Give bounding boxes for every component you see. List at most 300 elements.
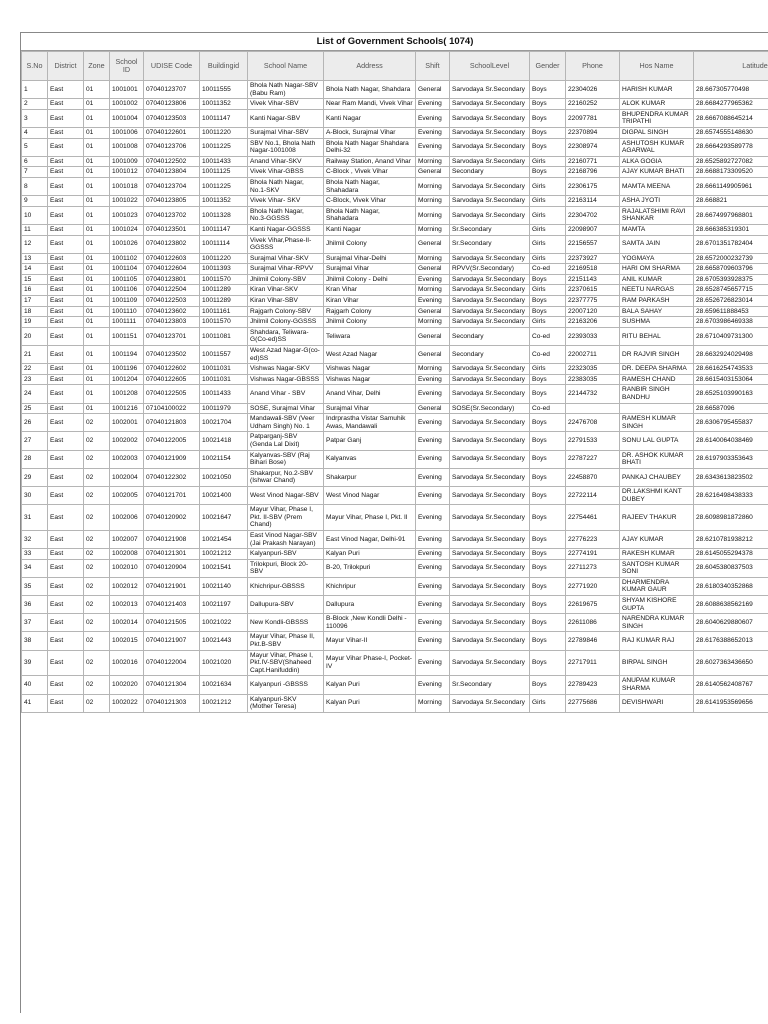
table-cell: Boys (530, 432, 566, 450)
table-cell: East (48, 317, 84, 328)
table-cell: 28.6141953569656 (694, 694, 768, 712)
table-row (22, 327, 768, 345)
table-cell: 07040123502 (144, 346, 200, 364)
table-cell: 28.6176388652013 (694, 632, 768, 650)
table-cell: Evening (416, 530, 450, 548)
table-cell: 28.6664293589778 (694, 138, 768, 156)
table-cell: 12 (22, 235, 48, 253)
table-cell: Shakarpur (324, 468, 416, 486)
table-cell: Surajmal Vihar-SKV (248, 253, 324, 264)
table-cell: 23 (22, 374, 48, 385)
table-row (22, 285, 768, 296)
table-cell: 22168796 (566, 167, 620, 178)
table-row (22, 432, 768, 450)
table-cell: 22163114 (566, 196, 620, 207)
table-cell: West Vinod Nagar-SBV (248, 486, 324, 504)
document-title: List of Government Schools( 1074) (21, 33, 768, 51)
table-cell: 1001151 (110, 327, 144, 345)
table-cell: Sarvodaya Sr.Secondary (450, 468, 530, 486)
table-row (22, 224, 768, 235)
table-cell: 07040122004 (144, 650, 200, 676)
table-cell: 28.6661149905961 (694, 177, 768, 195)
table-cell: Morning (416, 224, 450, 235)
table-cell: Bhola Nath Nagar, Shahadara (324, 206, 416, 224)
table-cell: Girls (530, 253, 566, 264)
table-cell: New Kondli-GBSSS (248, 614, 324, 632)
table-header-row (22, 52, 768, 81)
table-cell: 07040122502 (144, 156, 200, 167)
table-cell: Railway Station, Anand Vihar (324, 156, 416, 167)
table-cell: 11 (22, 224, 48, 235)
table-cell: 27 (22, 432, 48, 450)
table-cell: 01 (84, 306, 110, 317)
table-cell: C-Block , Vivek Vihar (324, 167, 416, 178)
table-cell: 07040121901 (144, 577, 200, 595)
table-cell: 1002015 (110, 632, 144, 650)
table-cell: Boys (530, 650, 566, 676)
table-cell: RAJ KUMAR RAJ (620, 632, 694, 650)
table-row (22, 206, 768, 224)
table-cell: Kalyanpuri-SBV (248, 549, 324, 560)
table-cell: YOGMAYA (620, 253, 694, 264)
table-cell: Evening (416, 127, 450, 138)
table-cell: Girls (530, 156, 566, 167)
table-cell: 10021443 (200, 632, 248, 650)
table-cell: Vivek Vihar,Phase-II-GGSSS (248, 235, 324, 253)
table-cell: 07040120902 (144, 505, 200, 531)
table-cell: 10021020 (200, 650, 248, 676)
table-cell: 02 (84, 486, 110, 504)
table-cell: 1 (22, 81, 48, 99)
table-cell: 10021197 (200, 596, 248, 614)
table-cell: 15 (22, 274, 48, 285)
table-cell: 02 (84, 414, 110, 432)
table-cell: Evening (416, 577, 450, 595)
table-cell: 22393033 (566, 327, 620, 345)
table-cell: Mayur Vihar Phase-I, Pocket-IV (324, 650, 416, 676)
table-cell: East (48, 127, 84, 138)
table-cell: 28.6705393928375 (694, 274, 768, 285)
table-cell: East (48, 374, 84, 385)
table-cell: 1001109 (110, 296, 144, 307)
table-cell: 22377775 (566, 296, 620, 307)
table-cell: Kanti Nagar-GGSSS (248, 224, 324, 235)
table-cell: 02 (84, 530, 110, 548)
table-cell: 22789423 (566, 676, 620, 694)
table-cell: 22323035 (566, 364, 620, 375)
table-cell: East (48, 285, 84, 296)
table-cell: 22619675 (566, 596, 620, 614)
table-cell: Bhola Nath Nagar-SBV (Babu Ram) (248, 81, 324, 99)
table-cell: 07040123801 (144, 274, 200, 285)
table-cell: Boys (530, 676, 566, 694)
table-cell: Secondary (450, 167, 530, 178)
table-cell: 10011393 (200, 264, 248, 275)
table-cell: 1002022 (110, 694, 144, 712)
table-cell: Boys (530, 274, 566, 285)
table-cell: 18 (22, 306, 48, 317)
table-cell: 1001111 (110, 317, 144, 328)
table-cell: 28.6197903353643 (694, 450, 768, 468)
table-cell: Boys (530, 450, 566, 468)
table-cell: East (48, 156, 84, 167)
table-cell: 10011147 (200, 224, 248, 235)
table-cell: 1002016 (110, 650, 144, 676)
table-cell: 01 (84, 224, 110, 235)
table-cell: Dallupura-SBV (248, 596, 324, 614)
table-cell: 28.6688173309520 (694, 167, 768, 178)
table-cell: 01 (84, 327, 110, 345)
table-cell: 28.6088638562169 (694, 596, 768, 614)
table-cell: 28.668821 (694, 196, 768, 207)
table-cell: 07040120904 (144, 559, 200, 577)
table-cell: East (48, 346, 84, 364)
table-cell: East (48, 403, 84, 414)
table-cell: 07040121301 (144, 549, 200, 560)
table-cell: Boys (530, 296, 566, 307)
table-cell: 02 (84, 694, 110, 712)
table-cell: Boys (530, 559, 566, 577)
table-cell: 14 (22, 264, 48, 275)
table-cell: BHUPENDRA KUMAR TRIPATHI (620, 109, 694, 127)
table-cell: Sr.Secondary (450, 676, 530, 694)
table-row (22, 264, 768, 275)
table-cell: East (48, 81, 84, 99)
table-cell: Co-ed (530, 327, 566, 345)
table-row (22, 99, 768, 110)
table-cell: 28.6710409731300 (694, 327, 768, 345)
table-cell: 28.6343613823502 (694, 468, 768, 486)
table-cell: RAMESH CHAND (620, 374, 694, 385)
table-cell: RPVV(Sr.Secondary) (450, 264, 530, 275)
table-cell: 1001001 (110, 81, 144, 99)
table-cell: Shakarpur, No.2-SBV (Ishwar Chand) (248, 468, 324, 486)
table-cell: Evening (416, 486, 450, 504)
table-cell: SBV No.1, Bhola Nath Nagar-1001008 (248, 138, 324, 156)
table-cell: Boys (530, 306, 566, 317)
table-cell: SHYAM KISHORE GUPTA (620, 596, 694, 614)
table-cell: Mayur Vihar, Phase I, Pkt. II-SBV (Prem Chand) (248, 505, 324, 531)
table-cell: Morning (416, 317, 450, 328)
table-cell: East (48, 364, 84, 375)
table-cell: 22306175 (566, 177, 620, 195)
table-row (22, 306, 768, 317)
table-cell: 22370615 (566, 285, 620, 296)
table-cell: 35 (22, 577, 48, 595)
table-cell: RAKESH KUMAR (620, 549, 694, 560)
table-cell: 5 (22, 138, 48, 156)
table-cell: 22160771 (566, 156, 620, 167)
table-cell: West Vinod Nagar (324, 486, 416, 504)
table-cell: Kran Vihar (324, 285, 416, 296)
table-cell: 28.667305770498 (694, 81, 768, 99)
table-cell: 07040123702 (144, 206, 200, 224)
table-cell: 10011031 (200, 364, 248, 375)
table-cell: 07040123501 (144, 224, 200, 235)
table-row (22, 253, 768, 264)
table-cell: Sarvodaya Sr.Secondary (450, 486, 530, 504)
table-cell: 19 (22, 317, 48, 328)
table-cell: Evening (416, 468, 450, 486)
table-cell: Sarvodaya Sr.Secondary (450, 296, 530, 307)
table-cell: RITU BEHAL (620, 327, 694, 345)
table-cell: Kalyanvas (324, 450, 416, 468)
table-cell: Boys (530, 577, 566, 595)
table-cell: 22717911 (566, 650, 620, 676)
column-header: School Name (248, 52, 324, 81)
table-cell: 10021212 (200, 694, 248, 712)
table-cell: 10 (22, 206, 48, 224)
table-cell: 1001026 (110, 235, 144, 253)
table-cell: Mayur Vihar, Phase I, Pkt.IV-SBV(Shaheed Capt.Hanifuddin) (248, 650, 324, 676)
table-cell: ALKA GOGIA (620, 156, 694, 167)
table-row (22, 167, 768, 178)
table-cell: 10011289 (200, 285, 248, 296)
table-cell: East (48, 177, 84, 195)
table-cell: 40 (22, 676, 48, 694)
table-cell: Mayur Vihar-II (324, 632, 416, 650)
table-cell: Bhola Nath Nagar Shahdara Delhi-32 (324, 138, 416, 156)
table-cell: 22308974 (566, 138, 620, 156)
table-cell: 1001018 (110, 177, 144, 195)
column-header: Gender (530, 52, 566, 81)
table-cell: Sarvodaya Sr.Secondary (450, 138, 530, 156)
table-cell: 28.6045380837503 (694, 559, 768, 577)
table-cell: Evening (416, 676, 450, 694)
table-cell: 28.6216498438333 (694, 486, 768, 504)
table-cell: West Azad Nagar-G(co-ed)SS (248, 346, 324, 364)
table-cell: 1001204 (110, 374, 144, 385)
table-cell: Secondary (450, 327, 530, 345)
table-cell: RAJEEV THAKUR (620, 505, 694, 531)
table-cell: 28.659611888453 (694, 306, 768, 317)
table-cell: Morning (416, 285, 450, 296)
table-cell: 28.6616254743533 (694, 364, 768, 375)
table-cell: 22383035 (566, 374, 620, 385)
table-cell: 01 (84, 235, 110, 253)
table-cell: RAJALATSHIMI RAVI SHANKAR (620, 206, 694, 224)
table-cell: General (416, 327, 450, 345)
table-cell: Trilokpuri, Block 20-SBV (248, 559, 324, 577)
table-cell: 01 (84, 177, 110, 195)
table-cell: Sarvodaya Sr.Secondary (450, 274, 530, 285)
table-cell: SONU LAL GUPTA (620, 432, 694, 450)
table-cell: 28.6701351782404 (694, 235, 768, 253)
table-cell: Secondary (450, 346, 530, 364)
table-cell: Boys (530, 81, 566, 99)
table-cell: 36 (22, 596, 48, 614)
table-cell: 28.666385319301 (694, 224, 768, 235)
table-cell: Sarvodaya Sr.Secondary (450, 81, 530, 99)
table-cell: East (48, 577, 84, 595)
table-body (22, 81, 768, 713)
table-cell (566, 403, 620, 414)
table-cell: Patpar Ganj (324, 432, 416, 450)
table-cell: Girls (530, 694, 566, 712)
table-cell: 07040123802 (144, 235, 200, 253)
table-cell: 22 (22, 364, 48, 375)
table-row (22, 138, 768, 156)
table-cell: 22169518 (566, 264, 620, 275)
table-cell: RAM PARKASH (620, 296, 694, 307)
table-cell: East (48, 694, 84, 712)
table-cell: 07040121304 (144, 676, 200, 694)
table-cell: Sarvodaya Sr.Secondary (450, 530, 530, 548)
table-cell: East (48, 596, 84, 614)
table-cell: 10021704 (200, 414, 248, 432)
table-cell: Vivek Vihar-SBV (248, 99, 324, 110)
table-cell: 1002010 (110, 559, 144, 577)
table-cell: RAMESH KUMAR SINGH (620, 414, 694, 432)
table-cell: Evening (416, 274, 450, 285)
table-cell: Jhilmil Colony - Delhi (324, 274, 416, 285)
table-cell: General (416, 167, 450, 178)
table-cell: General (416, 346, 450, 364)
table-cell: East (48, 505, 84, 531)
table-cell: Khichripur-GBSSS (248, 577, 324, 595)
table-cell: 10011570 (200, 274, 248, 285)
table-cell: East (48, 468, 84, 486)
table-cell: Sarvodaya Sr.Secondary (450, 206, 530, 224)
table-cell: Boys (530, 632, 566, 650)
table-cell: 01 (84, 109, 110, 127)
table-cell: Evening (416, 109, 450, 127)
table-cell: SAMTA JAIN (620, 235, 694, 253)
table-cell: 07040122504 (144, 285, 200, 296)
table-cell: 22156557 (566, 235, 620, 253)
table-cell: 07040123804 (144, 167, 200, 178)
table-cell: 10021154 (200, 450, 248, 468)
table-cell: 28.6572000232739 (694, 253, 768, 264)
table-cell: 28.6180340352868 (694, 577, 768, 595)
table-cell: 7 (22, 167, 48, 178)
table-cell: A-Block, Surajmal Vihar (324, 127, 416, 138)
table-cell: 28 (22, 450, 48, 468)
table-cell: Evening (416, 559, 450, 577)
table-cell: Sarvodaya Sr.Secondary (450, 694, 530, 712)
table-row (22, 676, 768, 694)
table-cell: 25 (22, 403, 48, 414)
table-cell: 1001110 (110, 306, 144, 317)
table-cell: 22007120 (566, 306, 620, 317)
table-cell: Kalyanpuri-SKV (Mother Teresa) (248, 694, 324, 712)
table-cell: Sarvodaya Sr.Secondary (450, 596, 530, 614)
table-cell: 01 (84, 264, 110, 275)
table-cell: Kalyanvas-SBV (Raj Bihari Bose) (248, 450, 324, 468)
table-cell: 10011225 (200, 138, 248, 156)
table-cell: 3 (22, 109, 48, 127)
table-cell: Jhilmil Colony (324, 235, 416, 253)
table-cell: Evening (416, 99, 450, 110)
table-cell: ASHA JYOTI (620, 196, 694, 207)
table-cell: 10011081 (200, 327, 248, 345)
table-cell: 21 (22, 346, 48, 364)
table-cell: Rajgarh Colony (324, 306, 416, 317)
table-cell: 07040122604 (144, 264, 200, 275)
table-cell: 1001022 (110, 196, 144, 207)
table-cell: Boys (530, 374, 566, 385)
table-cell: 10021212 (200, 549, 248, 560)
table-cell: Boys (530, 549, 566, 560)
table-cell: 07040123803 (144, 317, 200, 328)
table-cell: Kiran Vihar-SKV (248, 285, 324, 296)
table-cell: 28.6684277965362 (694, 99, 768, 110)
table-cell: Mayur Vihar, Phase II, Pkt.B-SBV (248, 632, 324, 650)
table-cell: 01 (84, 253, 110, 264)
table-cell: Boys (530, 167, 566, 178)
table-cell: 22304702 (566, 206, 620, 224)
table-row (22, 530, 768, 548)
table-cell: 22776223 (566, 530, 620, 548)
table-cell: 22754461 (566, 505, 620, 531)
table-cell: 1001104 (110, 264, 144, 275)
table-cell: Girls (530, 196, 566, 207)
table-cell: 28.6667088645214 (694, 109, 768, 127)
table-cell: Girls (530, 224, 566, 235)
column-header: SchoolLevel (450, 52, 530, 81)
table-cell: Morning (416, 177, 450, 195)
table-cell: AJAY KUMAR BHATI (620, 167, 694, 178)
table-cell: East (48, 167, 84, 178)
table-cell: 39 (22, 650, 48, 676)
table-row (22, 450, 768, 468)
table-cell: Kalyan Puri (324, 694, 416, 712)
table-cell: Bhola Nath Nagar, Shahdara (324, 81, 416, 99)
table-cell: DR RAJVIR SINGH (620, 346, 694, 364)
table-cell: 10011433 (200, 156, 248, 167)
table-cell: 1001012 (110, 167, 144, 178)
table-cell: Boys (530, 614, 566, 632)
table-cell: Sarvodaya Sr.Secondary (450, 127, 530, 138)
table-cell: 28.6703986469338 (694, 317, 768, 328)
table-cell: 10011352 (200, 99, 248, 110)
table-cell: HARISH KUMAR (620, 81, 694, 99)
table-cell: 22144732 (566, 385, 620, 403)
table-cell: East (48, 253, 84, 264)
table-cell: 10011570 (200, 317, 248, 328)
table-cell: 22160252 (566, 99, 620, 110)
column-header: Address (324, 52, 416, 81)
table-cell: 28.6528745657715 (694, 285, 768, 296)
table-cell: 10021050 (200, 468, 248, 486)
table-cell: 22789846 (566, 632, 620, 650)
table-cell: Co-ed (530, 403, 566, 414)
table-cell: 07040123704 (144, 177, 200, 195)
table-cell: East (48, 530, 84, 548)
table-cell: Bhola Nath Nagar, No.1-SKV (248, 177, 324, 195)
table-cell: 1002004 (110, 468, 144, 486)
table-cell: East (48, 206, 84, 224)
table-cell: 1001009 (110, 156, 144, 167)
table-cell: 10021418 (200, 432, 248, 450)
table-cell: East (48, 676, 84, 694)
table-cell: 10011220 (200, 253, 248, 264)
table-cell: 01 (84, 317, 110, 328)
table-cell: Surajmal Vihar (324, 403, 416, 414)
table-cell: B-Block ,New Kondli Delhi - 110096 (324, 614, 416, 632)
table-cell: 10021400 (200, 486, 248, 504)
table-cell: 9 (22, 196, 48, 207)
table-cell: 01 (84, 206, 110, 224)
table-cell: 37 (22, 614, 48, 632)
table-cell: Boys (530, 109, 566, 127)
table-row (22, 156, 768, 167)
table-cell: East (48, 486, 84, 504)
table-cell: 02 (84, 450, 110, 468)
table-cell: 4 (22, 127, 48, 138)
table-cell: BALA SAHAY (620, 306, 694, 317)
table-cell: East (48, 235, 84, 253)
